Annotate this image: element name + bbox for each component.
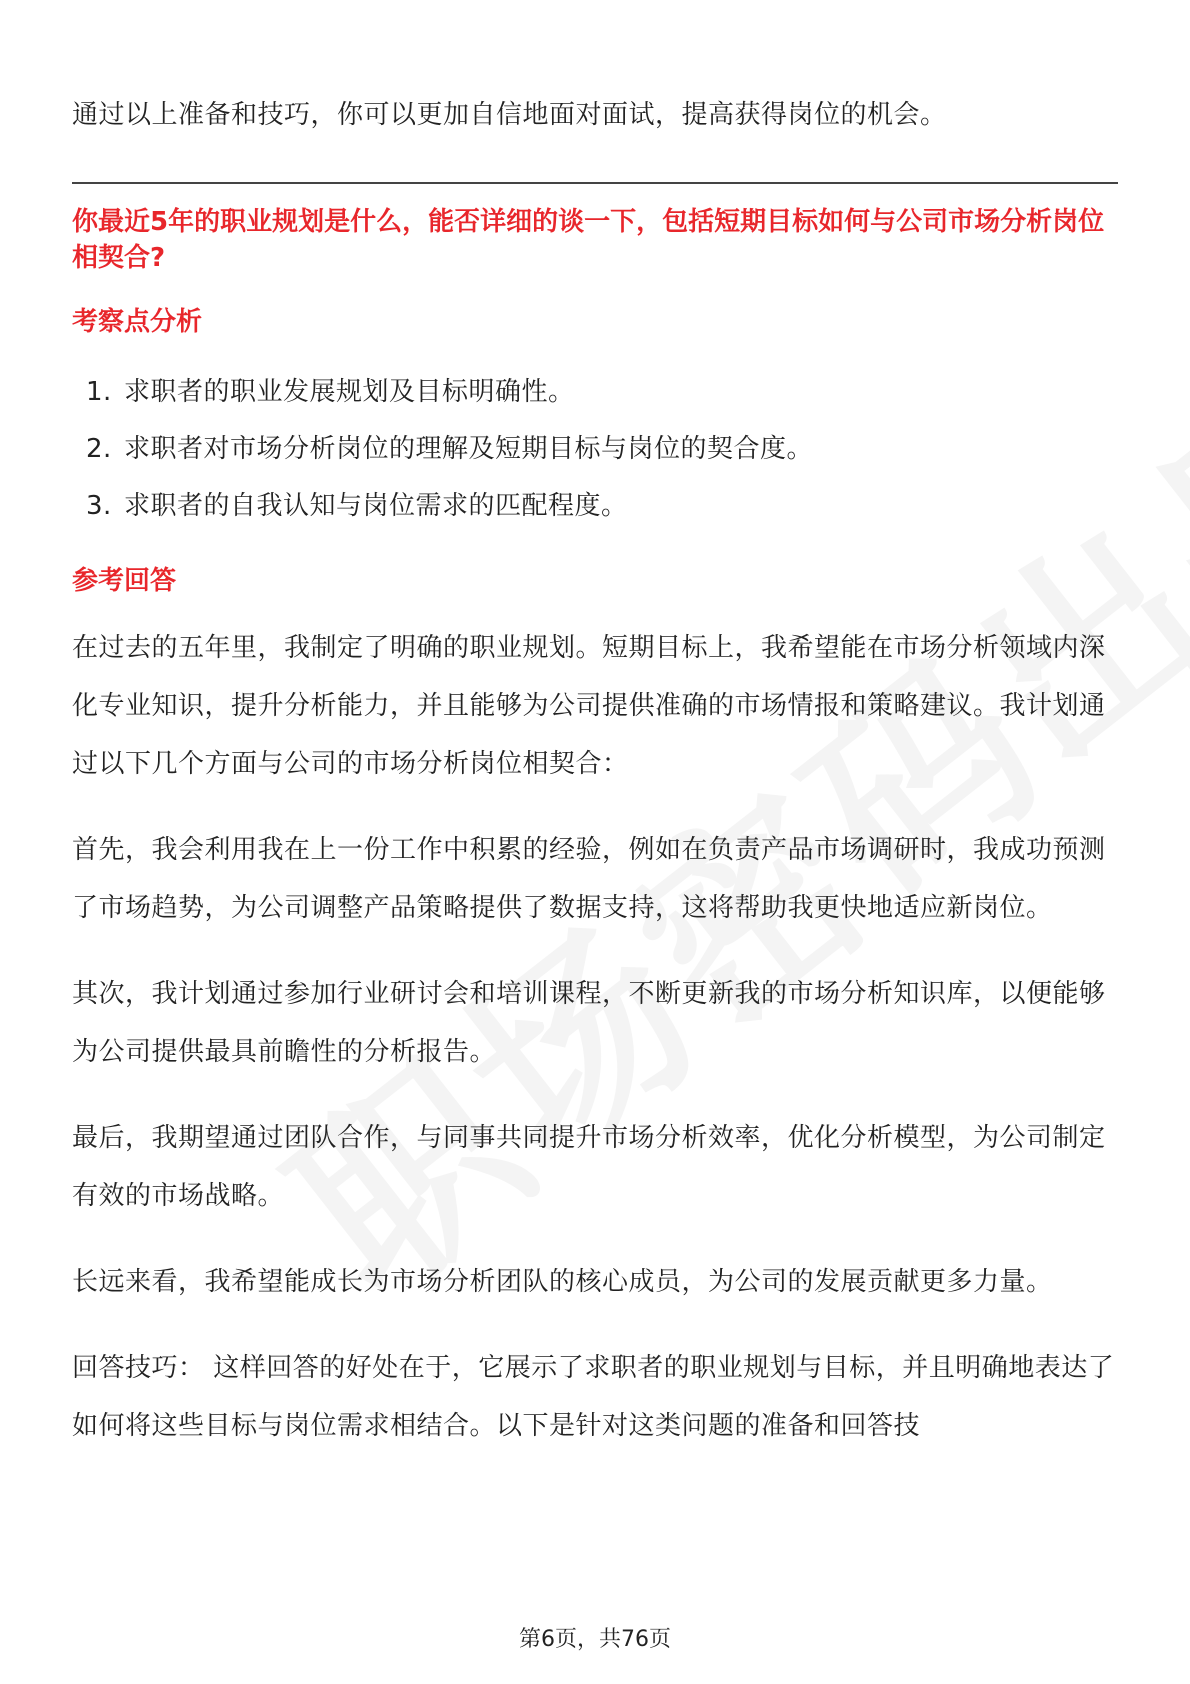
list-item-text: 求职者对市场分析岗位的理解及短期目标与岗位的契合度。 xyxy=(124,434,814,464)
answer-paragraph: 最后，我期望通过团队合作，与同事共同提升市场分析效率，优化分析模型，为公司制定有效的市场战略。 xyxy=(72,1123,1106,1211)
list-item-number: 3. xyxy=(86,491,112,521)
list-item-text: 求职者的职业发展规划及目标明确性。 xyxy=(124,377,575,407)
analysis-title: 考察点分析 xyxy=(72,307,203,337)
answer-paragraph: 其次，我计划通过参加行业研讨会和培训课程，不断更新我的市场分析知识库，以便能够为公司提供最具前瞻性的分析报告。 xyxy=(72,979,1106,1067)
list-item xyxy=(86,421,1118,478)
answer-tips-paragraph: 回答技巧： 这样回答的好处在于，它展示了求职者的职业规划与目标，并且明确地表达了如何将这些目标与岗位需求相结合。以下是针对这类问题的准备和回答技 xyxy=(72,1353,1115,1441)
list-item xyxy=(86,364,1118,421)
analysis-list xyxy=(86,364,1118,535)
answer-title: 参考回答 xyxy=(72,566,177,596)
list-item-number: 1. xyxy=(86,377,112,407)
page-content xyxy=(72,86,1118,1455)
question-heading: 你最近5年的职业规划是什么，能否详细的谈一下，包括短期目标如何与公司市场分析岗位相契合? xyxy=(72,207,1105,273)
answer-paragraph: 长远来看，我希望能成长为市场分析团队的核心成员，为公司的发展贡献更多力量。 xyxy=(72,1267,1053,1297)
list-item-number: 2. xyxy=(86,434,112,464)
list-item xyxy=(86,478,1118,535)
section-divider xyxy=(72,182,1118,184)
intro-paragraph: 通过以上准备和技巧，你可以更加自信地面对面试，提高获得岗位的机会。 xyxy=(72,100,947,130)
list-item-text: 求职者的自我认知与岗位需求的匹配程度。 xyxy=(124,491,628,521)
page-number-footer: 第6页，共76页 xyxy=(519,1627,671,1652)
answer-paragraph: 首先，我会利用我在上一份工作中积累的经验，例如在负责产品市场调研时，我成功预测了市场趋势，为公司调整产品策略提供了数据支持，这将帮助我更快地适应新岗位。 xyxy=(72,835,1106,923)
answer-paragraph: 在过去的五年里，我制定了明确的职业规划。短期目标上，我希望能在市场分析领域内深化专业知识，提升分析能力，并且能够为公司提供准确的市场情报和策略建议。我计划通过以下几个方面与公司的市场分析岗位相契合： xyxy=(72,633,1106,779)
